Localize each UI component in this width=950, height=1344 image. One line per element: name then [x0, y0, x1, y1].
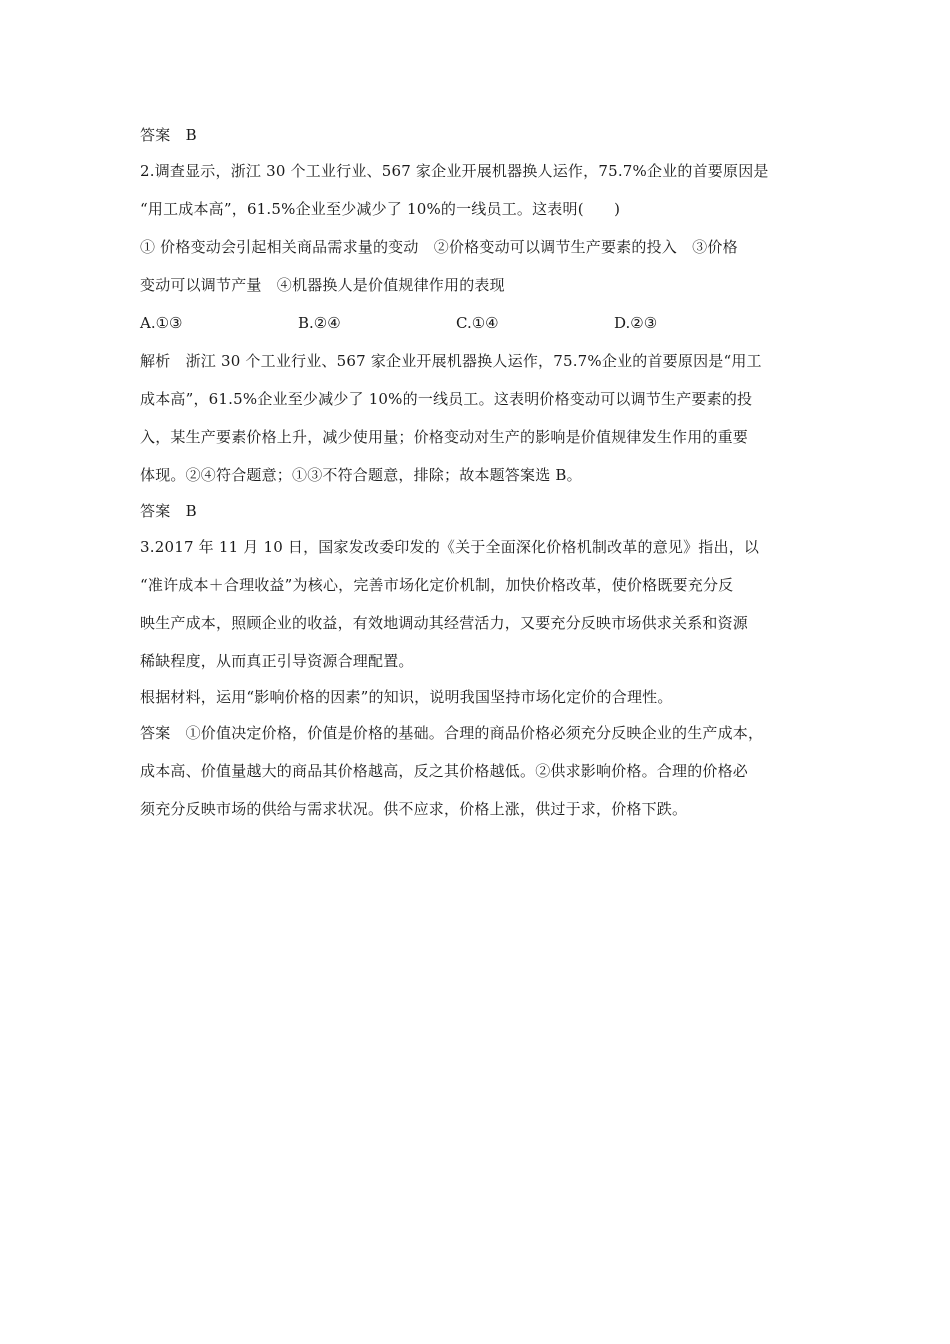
question-3-prompt: 根据材料，运用“影响价格的因素”的知识，说明我国坚持市场化定价的合理性。 — [140, 688, 673, 706]
option-c: C.①④ — [456, 314, 499, 332]
question-3-line-4: 稀缺程度，从而真正引导资源合理配置。 — [140, 652, 414, 670]
option-a: A.①③ — [140, 314, 183, 332]
option-b: B.②④ — [298, 314, 341, 332]
question-2-statements-line-2: 变动可以调节产量 ④机器换人是价值规律作用的表现 — [140, 276, 505, 294]
answer-3-line-3: 须充分反映市场的供给与需求状况。供不应求，价格上涨，供过于求，价格下跌。 — [140, 800, 688, 818]
question-2-options — [140, 304, 812, 342]
analysis-line-4: 体现。②④符合题意；①③不符合题意，排除；故本题答案选 B。 — [140, 466, 582, 484]
answer-label-1: 答案 B — [140, 126, 197, 144]
analysis-line-1: 解析 浙江 30 个工业行业、567 家企业开展机器换人运作，75.7%企业的首要原因是“用工 — [140, 352, 762, 370]
question-2-statements-line-1: ① 价格变动会引起相关商品需求量的变动 ②价格变动可以调节生产要素的投入 ③价格 — [140, 238, 738, 256]
question-2-stem-line-1: 2.调查显示，浙江 30 个工业行业、567 家企业开展机器换人运作，75.7%企业的首要原因是 — [140, 162, 769, 180]
answer-3-line-2: 成本高、价值量越大的商品其价格越高，反之其价格越低。②供求影响价格。合理的价格必 — [140, 762, 749, 780]
question-3-line-2: “准许成本＋合理收益”为核心，完善市场化定价机制，加快价格改革，使价格既要充分反 — [140, 576, 734, 594]
analysis-line-3: 入，某生产要素价格上升，减少使用量；价格变动对生产的影响是价值规律发生作用的重要 — [140, 428, 749, 446]
question-2-stem-line-2: “用工成本高”，61.5%企业至少减少了 10%的一线员工。这表明( ) — [140, 200, 621, 218]
option-d: D.②③ — [614, 314, 658, 332]
document-page — [140, 118, 812, 828]
question-3-line-3: 映生产成本，照顾企业的收益，有效地调动其经营活力，又要充分反映市场供求关系和资源 — [140, 614, 749, 632]
question-3-line-1: 3.2017 年 11 月 10 日，国家发改委印发的《关于全面深化价格机制改革的意见》指出，以 — [140, 538, 760, 556]
analysis-line-2: 成本高”，61.5%企业至少减少了 10%的一线员工。这表明价格变动可以调节生产要素的投 — [140, 390, 753, 408]
answer-3-line-1: 答案 ①价值决定价格，价值是价格的基础。合理的商品价格必须充分反映企业的生产成本， — [140, 724, 764, 742]
answer-label-2: 答案 B — [140, 502, 197, 520]
